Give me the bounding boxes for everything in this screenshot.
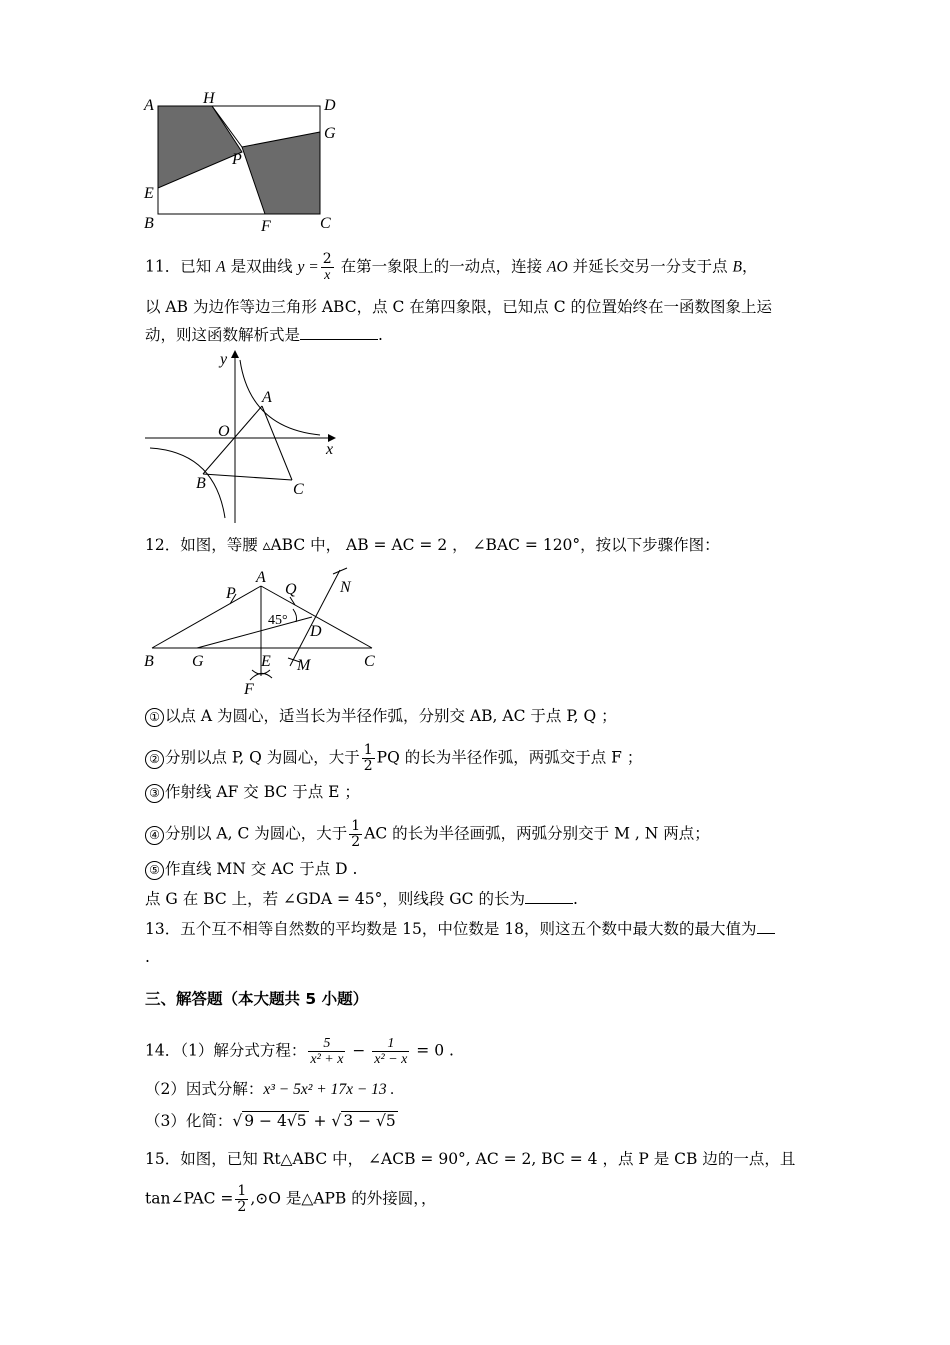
answer-blank[interactable] [300,325,378,340]
q12-step1: ① 以点 A 为圆心，适当长为半径作弧，分别交 AB, AC 于点 P, Q ； [145,705,617,727]
label-B: B [196,475,206,492]
label-H: H [203,90,215,107]
q14-part3: （3）化简：√ 9 − 4√5 + √ 3 − √5 [145,1112,396,1130]
label-C: C [320,215,331,232]
answer-blank[interactable] [757,919,775,934]
label-G: G [324,125,336,142]
label-C: C [364,653,375,670]
q12-question: 点 G 在 BC 上，若 ∠GDA = 45°，则线段 GC 的长为 . [145,890,578,908]
q15-line1: 15．如图，已知 Rt△ABC 中， ∠ACB = 90°, AC = 2, BC = 4 ，点 P 是 CB 边的一点，且 [145,1150,796,1168]
label-F: F [244,681,254,698]
q14-part2: （2）因式分解：x³ − 5x² + 17x − 13 . [145,1080,395,1098]
q12-step5: ⑤ 作直线 MN 交 AC 于点 D . [145,858,357,880]
label-x: x [326,441,334,458]
hyperbola-branch-1 [240,360,320,435]
label-E: E [261,653,271,670]
q12-step4: ④ 分别以 A, C 为圆心，大于 $\frac{1}{2}$ AC 的长为半径画弧，两弧分别交于 M , N 两点； [145,819,710,850]
section-heading: 三、解答题（本大题共 5 小题） [145,990,369,1008]
triangle-figure [140,562,390,702]
label-P: P [232,151,242,168]
q11-line3: 动，则这函数解析式是 . [145,326,383,344]
label-A: A [256,569,266,586]
label-N: N [340,579,351,596]
q13-line2: . [145,948,150,966]
q12-step2: ② 分别以点 P, Q 为圆心，大于 $\frac{1}{2}$ PQ 的长为半径作弧，两弧交于点 F ； [145,743,642,774]
angle-label: 45° [268,613,288,628]
label-Q: Q [285,581,297,598]
label-C: C [293,481,304,498]
label-F: F [261,218,271,235]
label-O: O [218,423,230,440]
label-P: P [226,585,236,602]
shaded-left [158,106,242,188]
label-B: B [144,215,154,232]
label-E: E [144,185,154,202]
label-y: y [220,351,228,368]
label-A: A [262,389,272,406]
q11-line1: 11．已知 A 是双曲线 y = $\frac{2}{x}$ 在第一象限上的一动点，连接 AO 并延长交另一分支于点 B， [145,251,758,283]
rectangle-figure [140,90,360,240]
q11-line2: 以 AB 为边作等边三角形 ABC，点 C 在第四象限，已知点 C 的位置始终在一函数图象上运 [145,298,773,316]
q14-part1: 14．（1）解分式方程： $\frac{5}{\text{x² + x}}$ − $\frac{1}{\text{x² − x}}$ = 0 . [145,1036,454,1067]
answer-blank[interactable] [525,889,573,904]
q15-line2: tan∠PAC = $\frac{1}{2}$ ,⊙O 是△APB 的外接圆，， [145,1183,437,1215]
q13-line1: 13．五个互不相等自然数的平均数是 15，中位数是 18，则这五个数中最大数的最大值为 [145,918,775,940]
q12-intro: 12．如图，等腰 ▵ABC 中， AB = AC = 2 ， ∠BAC = 120°，按以下步骤作图： [145,536,720,554]
hyperbola-figure [140,348,350,528]
label-A: A [144,97,154,114]
q12-step3: ③ 作射线 AF 交 BC 于点 E ； [145,781,360,803]
fraction-2-over-x: $\frac{2}{x}$ [322,251,332,283]
hyperbola-branch-2 [150,448,225,518]
shaded-right [242,132,320,214]
label-B: B [144,653,154,670]
label-D: D [324,97,336,114]
label-G: G [192,653,204,670]
label-M: M [297,657,311,674]
label-D: D [310,623,322,640]
